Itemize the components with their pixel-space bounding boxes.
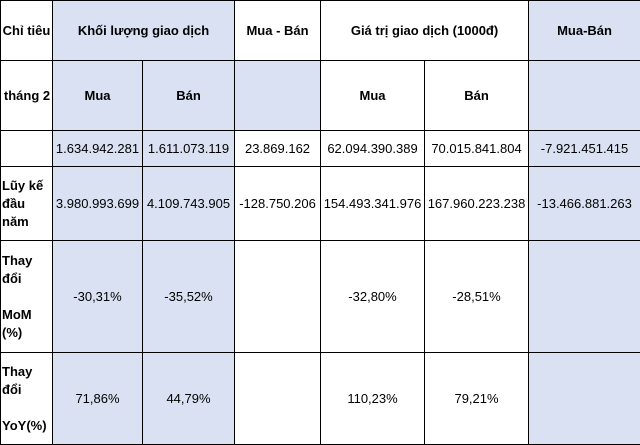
table-row: [1, 241, 640, 353]
header-net-volume: Mua - Bán: [235, 1, 321, 61]
sell-value-cell: 70.015.841.804: [425, 131, 529, 167]
subheader-row: [1, 61, 640, 131]
table-row: [1, 167, 640, 241]
header-volume: Khối lượng giao dịch: [53, 1, 235, 61]
row-label: [1, 353, 53, 445]
subheader-buy-value: Mua: [321, 61, 425, 131]
sell-volume-cell: -35,52%: [143, 241, 235, 353]
buy-volume-cell: 1.634.942.281: [53, 131, 143, 167]
buy-value-cell: 154.493.341.976: [321, 167, 425, 241]
sell-value-cell: 167.960.223.238: [425, 167, 529, 241]
buy-volume-cell: 3.980.993.699: [53, 167, 143, 241]
header-net-value: Mua-Bán: [529, 1, 640, 61]
table-row: [1, 131, 640, 167]
buy-value-cell: 110,23%: [321, 353, 425, 445]
row-label: [1, 131, 53, 167]
sell-volume-cell: 1.611.073.119: [143, 131, 235, 167]
table-row: [1, 353, 640, 445]
net-value-cell: [529, 241, 640, 353]
buy-value-cell: 62.094.390.389: [321, 131, 425, 167]
header-indicator: Chỉ tiêu: [1, 1, 53, 61]
net-value-cell: -13.466.881.263: [529, 167, 640, 241]
row-label-line: (%): [2, 324, 52, 342]
row-label-line: đổi: [2, 381, 52, 399]
net-value-cell: [529, 353, 640, 445]
subheader-net-volume-empty: [235, 61, 321, 131]
buy-volume-cell: -30,31%: [53, 241, 143, 353]
header-row: [1, 1, 640, 61]
subheader-net-value-empty: [529, 61, 640, 131]
net-value-cell: -7.921.451.415: [529, 131, 640, 167]
buy-value-cell: -32,80%: [321, 241, 425, 353]
net-volume-cell: [235, 353, 321, 445]
subheader-month: tháng 2: [1, 61, 53, 131]
row-label-line: MoM: [2, 306, 52, 324]
header-value: Giá trị giao dịch (1000đ): [321, 1, 529, 61]
subheader-buy-volume: Mua: [53, 61, 143, 131]
sell-volume-cell: 4.109.743.905: [143, 167, 235, 241]
subheader-sell-volume: Bán: [143, 61, 235, 131]
row-label: Lũy kế đầu năm: [1, 167, 53, 241]
row-label-line: YoY(%): [2, 417, 52, 435]
row-label-line: Thay: [2, 363, 52, 381]
net-volume-cell: 23.869.162: [235, 131, 321, 167]
row-label-line: đổi: [2, 270, 52, 288]
sell-volume-cell: 44,79%: [143, 353, 235, 445]
row-label: [1, 241, 53, 353]
row-label-line: Thay: [2, 252, 52, 270]
subheader-sell-value: Bán: [425, 61, 529, 131]
sell-value-cell: 79,21%: [425, 353, 529, 445]
net-volume-cell: [235, 241, 321, 353]
sell-value-cell: -28,51%: [425, 241, 529, 353]
net-volume-cell: -128.750.206: [235, 167, 321, 241]
buy-volume-cell: 71,86%: [53, 353, 143, 445]
